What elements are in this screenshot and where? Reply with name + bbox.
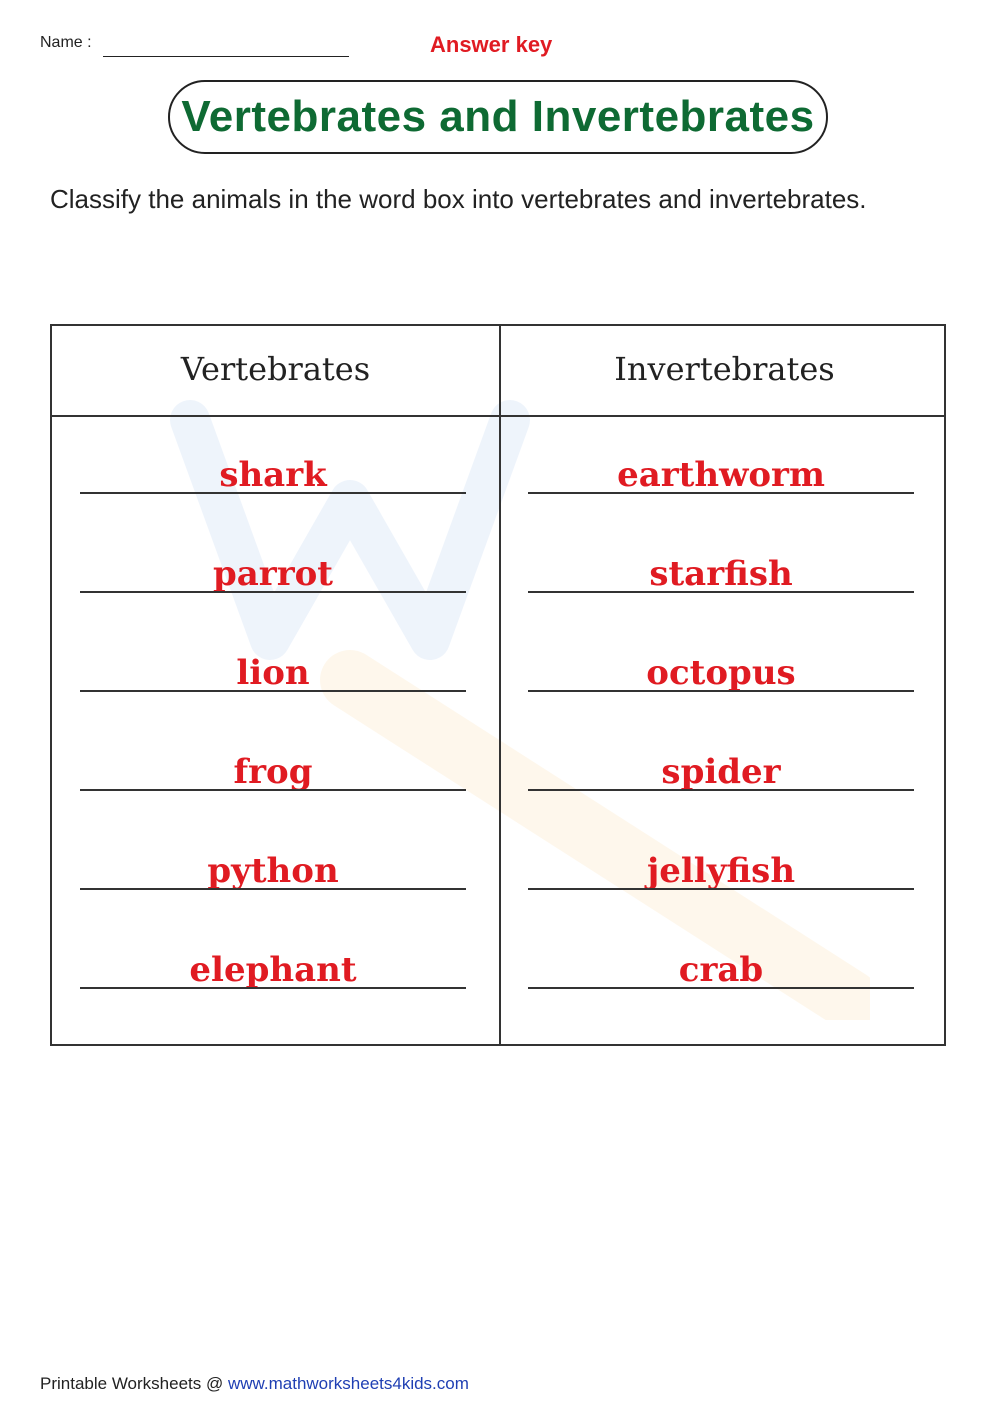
instructions: Classify the animals in the word box into vertebrates and invertebrates.: [50, 184, 867, 214]
answer-word: jellyfish: [646, 851, 796, 891]
name-label: Name :: [40, 34, 92, 51]
answer-line: [528, 789, 914, 791]
answer-line: [80, 987, 466, 989]
title-box: [168, 80, 828, 154]
answer-item: [80, 533, 466, 593]
answer-line: [80, 591, 466, 593]
vertebrates-header: Vertebrates: [180, 350, 371, 388]
classification-table: [50, 324, 946, 1046]
footer-link[interactable]: www.mathworksheets4kids.com: [227, 1374, 469, 1393]
answer-line: [528, 888, 914, 890]
answer-item: [528, 434, 914, 494]
answer-item: [528, 731, 914, 791]
answer-line: [80, 888, 466, 890]
answer-word: shark: [219, 455, 327, 495]
answer-item: [80, 731, 466, 791]
footer-label: Printable Worksheets @: [40, 1374, 224, 1393]
answer-key-label: Answer key: [430, 32, 553, 57]
answer-word: elephant: [189, 950, 357, 990]
answer-line: [80, 789, 466, 791]
answer-item: [528, 632, 914, 692]
column-divider: [499, 326, 501, 1044]
answer-word: python: [207, 851, 339, 891]
answer-line: [528, 492, 914, 494]
answer-item: [528, 830, 914, 890]
answer-line: [528, 591, 914, 593]
header-divider: [52, 415, 944, 417]
name-line: [103, 56, 349, 57]
answer-word: frog: [233, 752, 313, 792]
footer: [40, 1374, 469, 1394]
answer-word: earthworm: [617, 455, 825, 495]
answer-word: octopus: [646, 653, 796, 693]
answer-item: [80, 434, 466, 494]
answer-word: lion: [236, 653, 310, 693]
answer-word: crab: [678, 950, 764, 990]
answer-word: spider: [661, 752, 781, 792]
answer-line: [80, 492, 466, 494]
invertebrates-header: Invertebrates: [614, 350, 835, 388]
answer-line: [528, 690, 914, 692]
page-title: Vertebrates and Invertebrates: [181, 92, 815, 141]
answer-line: [80, 690, 466, 692]
answer-item: [528, 533, 914, 593]
answer-item: [528, 929, 914, 989]
answer-item: [80, 929, 466, 989]
answer-item: [80, 830, 466, 890]
answer-item: [80, 632, 466, 692]
answer-line: [528, 987, 914, 989]
answer-word: starfish: [649, 554, 793, 594]
answer-word: parrot: [212, 554, 333, 594]
